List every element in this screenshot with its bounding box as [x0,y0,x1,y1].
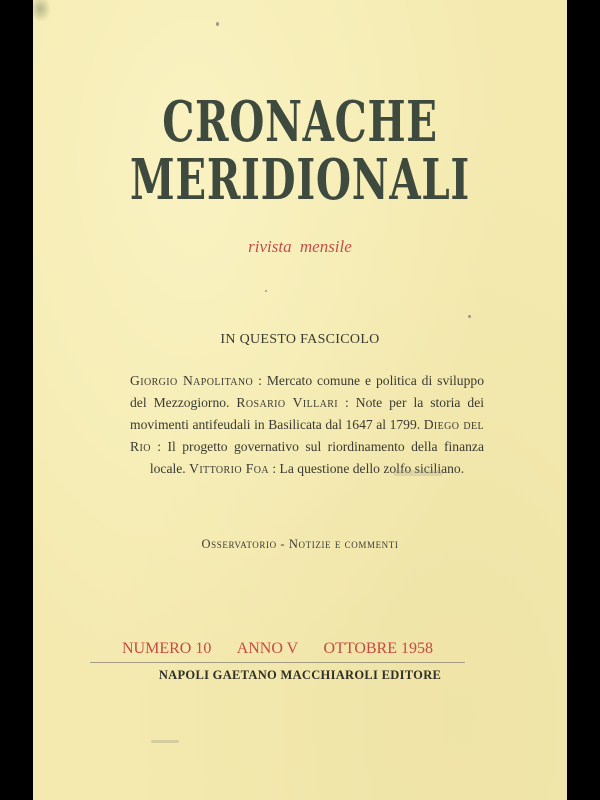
author-name: Diego del Rio [130,417,484,454]
contents-entry: Vittorio Foa : La questione dello zolfo siciliano. [189,461,465,476]
paper-speck [216,22,219,26]
divider-line [90,662,465,663]
contents-entry: Rosario Villari : Note per la storia dei movimenti antifeudali in Basilicata dal 1647 al 1799. [130,395,485,432]
table-of-contents [130,370,484,480]
article-title: La questione dello zolfo siciliano. [279,461,465,476]
issue-number: NUMERO 10 [122,640,212,657]
observatorio-line: Osservatorio - Notizie e commenti [201,537,399,551]
magazine-cover [33,0,567,800]
author-name: Rosario Villari [236,395,339,410]
title-line-1: CRONACHE [162,89,438,155]
contents-entry: Diego del Rio : Il progetto governativo sul riordinamento della finanza locale. [130,417,484,476]
paper-speck [393,470,443,476]
author-name: Giorgio Napolitano [130,373,254,388]
paper-speck [265,290,267,292]
issue-info [90,640,465,658]
paper-speck [468,315,471,318]
subtitle: rivista mensile [248,237,352,256]
issue-date: OTTOBRE 1958 [323,640,433,657]
article-title: Mercato comune e politica di sviluppo del Mezzogiorno. [130,373,484,410]
publisher: NAPOLI GAETANO MACCHIAROLI EDITORE [158,668,442,682]
issue-year: ANNO V [236,640,299,657]
paper-speck [151,740,179,743]
article-title: Note per la storia dei movimenti antifeudali in Basilicata dal 1647 al 1799. [130,395,485,432]
title-line-2: MERIDIONALI [130,147,470,213]
author-name: Vittorio Foa [189,461,269,476]
contents-entry: Giorgio Napolitano : Mercato comune e politica di sviluppo del Mezzogiorno. [130,373,484,410]
article-title: Il progetto governativo sul riordinamento della finanza locale. [149,439,484,476]
section-heading: IN QUESTO FASCICOLO [220,332,380,347]
worn-corner [33,0,51,22]
